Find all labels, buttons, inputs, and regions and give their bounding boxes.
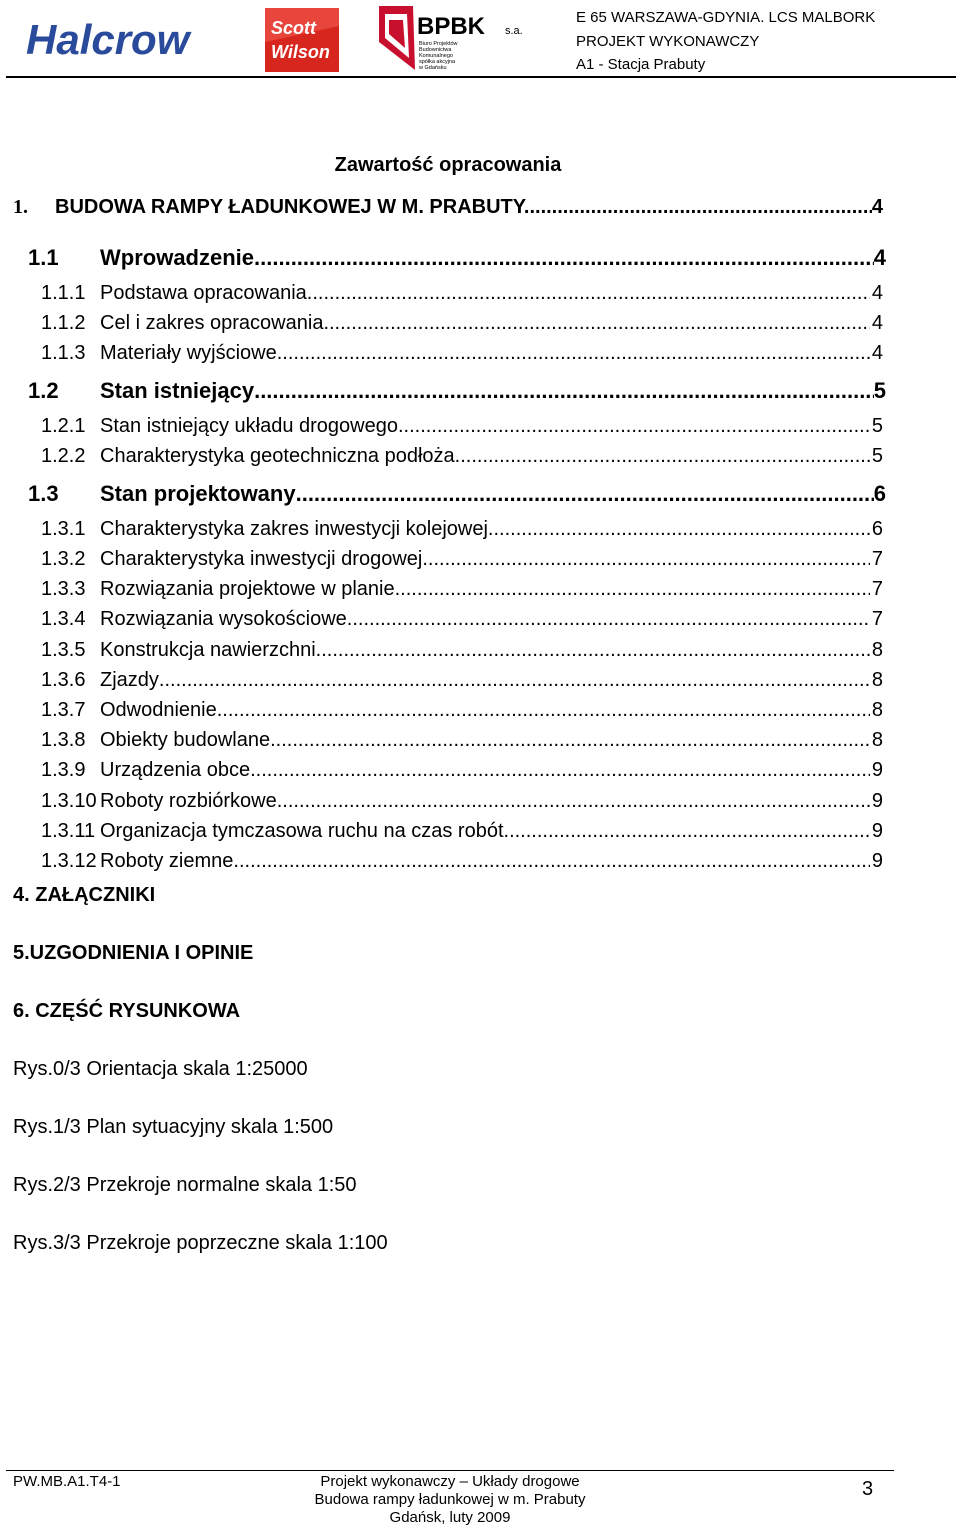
toc-leader-dots: [529, 196, 871, 219]
toc-entry-label: Wprowadzenie: [100, 245, 255, 270]
toc-entry[interactable]: [41, 669, 883, 692]
toc-entry-page: 9: [871, 790, 883, 812]
toc-entry[interactable]: [41, 608, 883, 631]
toc-leader-dots: [296, 481, 874, 507]
toc-leader-dots: [347, 608, 870, 631]
wilson-text: Wilson: [271, 42, 330, 62]
bpbk-sub-line: w Gdańsku: [419, 65, 447, 71]
scott-text: Scott: [271, 18, 316, 38]
halcrow-logo-text: Halcrow: [26, 16, 190, 63]
bpbk-sub-line: Komunalnego: [419, 53, 453, 59]
toc-leader-dots: [217, 699, 870, 722]
toc-entry-number: 1.3.5: [41, 639, 86, 661]
scott-wilson-logo: [263, 6, 341, 74]
drawing-entry: Rys.0/3 Orientacja skala 1:25000: [13, 1058, 308, 1080]
page-number: 3: [862, 1478, 874, 1500]
toc-entry[interactable]: [41, 548, 883, 571]
toc-entry-page: 5: [871, 415, 883, 437]
toc-entry-number: 1.3.9: [41, 759, 86, 781]
toc-leader-dots: [254, 378, 874, 404]
toc-entry-label: BUDOWA RAMPY ŁADUNKOWEJ W M. PRABUTY.: [55, 196, 530, 218]
toc-leader-dots: [159, 669, 870, 692]
toc-entry-number: 1.3.12: [41, 850, 97, 872]
toc-entry-label: Konstrukcja nawierzchni: [100, 639, 316, 661]
footer-document-code: PW.MB.A1.T4-1: [13, 1473, 121, 1490]
toc-entry-label: Zjazdy: [100, 669, 159, 691]
toc-entry-label: Odwodnienie: [100, 699, 217, 721]
bpbk-text: BPBK: [417, 13, 486, 40]
toc-entry[interactable]: [28, 378, 886, 404]
toc-entry[interactable]: [41, 518, 883, 541]
toc-leader-dots: [422, 548, 870, 571]
toc-entry-number: 1.3.11: [41, 820, 96, 842]
toc-entry-number: 1.1: [28, 245, 59, 270]
toc-entry-label: Roboty rozbiórkowe: [100, 790, 277, 812]
toc-leader-dots: [400, 578, 870, 601]
toc-entry-label: Podstawa opracowania: [100, 282, 307, 304]
toc-entry-label: Stan istniejący układu drogowego: [100, 415, 398, 437]
bpbk-sub-line: spółka akcyjna: [419, 59, 456, 65]
toc-entry-number: 1.2.1: [41, 415, 86, 437]
toc-entry-label: Cel i zakres opracowania: [100, 312, 324, 334]
drawing-entry: Rys.2/3 Przekroje normalne skala 1:50: [13, 1174, 357, 1196]
toc-entry[interactable]: [13, 196, 883, 219]
toc-entry[interactable]: [41, 639, 883, 662]
toc-entry-number: 1.3.8: [41, 729, 86, 751]
toc-leader-dots: [233, 850, 869, 873]
toc-entry-number: 1.3.6: [41, 669, 86, 691]
toc-entry[interactable]: [41, 699, 883, 722]
footer-line: Budowa rampy ładunkowej w m. Prabuty: [314, 1491, 586, 1508]
toc-entry-page: 8: [871, 699, 883, 721]
toc-entry-page: 4: [871, 342, 883, 364]
bpbk-sub-line: Biuro Projektów: [419, 41, 458, 47]
toc-entry[interactable]: [41, 729, 883, 752]
toc-entry-page: 8: [871, 729, 883, 751]
toc-entry-number: 1.3.7: [41, 699, 86, 721]
toc-entry[interactable]: [41, 282, 883, 305]
toc-entry-number: 1.1.3: [41, 342, 86, 364]
header-project-info: [576, 6, 875, 77]
toc-entry-page: 4: [871, 282, 883, 304]
header-line: E 65 WARSZAWA-GDYNIA. LCS MALBORK: [576, 9, 876, 26]
toc-entry-page: 6: [873, 481, 886, 506]
toc-entry-number: 1.: [13, 196, 28, 218]
toc-leader-dots: [323, 312, 869, 335]
toc-entry-page: 8: [871, 669, 883, 691]
header-line: A1 - Stacja Prabuty: [576, 56, 706, 73]
toc-entry-page: 9: [871, 850, 883, 872]
toc-entry-page: 9: [871, 820, 883, 842]
toc-leader-dots: [398, 415, 870, 438]
toc-entry-label: Charakterystyka inwestycji drogowej: [100, 548, 423, 570]
toc-entry-label: Stan istniejący: [100, 378, 255, 403]
toc-entry-number: 1.1.2: [41, 312, 86, 334]
halcrow-logo: [24, 14, 204, 64]
section-heading: 6. CZĘŚĆ RYSUNKOWA: [13, 1000, 241, 1022]
toc-entry[interactable]: [41, 415, 883, 438]
toc-entry[interactable]: [41, 820, 883, 843]
toc-entry-number: 1.2: [28, 378, 59, 403]
bpbk-logo: [377, 4, 539, 72]
toc-entry-page: 7: [871, 548, 883, 570]
page-title: Zawartość opracowania: [334, 154, 562, 176]
toc-leader-dots: [277, 790, 870, 813]
toc-entry[interactable]: [41, 790, 883, 813]
toc-entry-number: 1.3.10: [41, 790, 97, 812]
toc-entry[interactable]: [28, 481, 886, 507]
toc-entry-label: Rozwiązania wysokościowe: [100, 608, 347, 630]
toc-entry-label: Obiekty budowlane: [100, 729, 271, 751]
toc-entry-number: 1.3.1: [41, 518, 86, 540]
toc-entry-page: 6: [871, 518, 883, 540]
toc-leader-dots: [270, 729, 870, 752]
footer-line: Gdańsk, luty 2009: [389, 1509, 511, 1526]
toc-entry-label: Roboty ziemne: [100, 850, 234, 872]
toc-leader-dots: [504, 820, 870, 843]
header-divider: [6, 76, 956, 78]
toc-entry-number: 1.3.3: [41, 578, 86, 600]
toc-entry-page: 7: [871, 608, 883, 630]
bpbk-suffix: s.a.: [505, 25, 523, 37]
header-line: PROJEKT WYKONAWCZY: [576, 32, 760, 50]
footer-line: Projekt wykonawczy – Układy drogowe: [320, 1473, 580, 1490]
toc-entry-page: 5: [871, 445, 883, 467]
toc-entry[interactable]: [41, 342, 883, 365]
toc-entry-page: 4: [873, 245, 886, 270]
toc-entry-label: Materiały wyjściowe: [100, 342, 277, 364]
section-heading: 5.UZGODNIENIA I OPINIE: [13, 942, 254, 964]
toc-entry-label: Rozwiązania projektowe w planie.: [100, 578, 401, 600]
toc-entry-label: Organizacja tymczasowa ruchu na czas robót: [100, 820, 504, 842]
toc-leader-dots: [250, 759, 870, 782]
toc-leader-dots: [316, 639, 870, 662]
toc-entry-page: 4: [871, 312, 883, 334]
section-heading: 4. ZAŁĄCZNIKI: [13, 884, 156, 906]
toc-entry-page: 5: [873, 378, 886, 403]
toc-entry[interactable]: [41, 850, 883, 873]
toc-leader-dots: [254, 245, 874, 271]
drawing-entry: Rys.3/3 Przekroje poprzeczne skala 1:100: [13, 1232, 388, 1254]
toc-entry-page: 8: [871, 639, 883, 661]
toc-entry-label: Charakterystyka zakres inwestycji kolejowej: [100, 518, 488, 540]
toc-entry[interactable]: [41, 445, 883, 468]
toc-entry-number: 1.3.2: [41, 548, 86, 570]
footer-description: [240, 1473, 660, 1527]
toc-entry-number: 1.3.4: [41, 608, 86, 630]
toc-entry-page: 7: [871, 578, 883, 600]
toc-entry-label: Stan projektowany: [100, 481, 296, 506]
footer-divider: [6, 1470, 894, 1471]
toc-leader-dots: [307, 282, 870, 305]
toc-entry[interactable]: [28, 245, 886, 271]
toc-entry-page: 9: [871, 759, 883, 781]
toc-entry-number: 1.2.2: [41, 445, 86, 467]
toc-entry[interactable]: [41, 759, 883, 782]
toc-entry[interactable]: [41, 312, 883, 335]
drawing-entry: Rys.1/3 Plan sytuacyjny skala 1:500: [13, 1116, 334, 1138]
toc-entry-label: Charakterystyka geotechniczna podłoża: [100, 445, 455, 467]
toc-entry-number: 1.3: [28, 481, 59, 506]
toc-entry-page: 4: [871, 196, 883, 218]
toc-leader-dots: [488, 518, 870, 541]
toc-entry[interactable]: [41, 578, 883, 601]
toc-leader-dots: [277, 342, 870, 365]
toc-leader-dots: [455, 445, 870, 468]
bpbk-sub-line: Budownictwa: [419, 47, 452, 53]
toc-entry-label: Urządzenia obce: [100, 759, 251, 781]
toc-entry-number: 1.1.1: [41, 282, 86, 304]
